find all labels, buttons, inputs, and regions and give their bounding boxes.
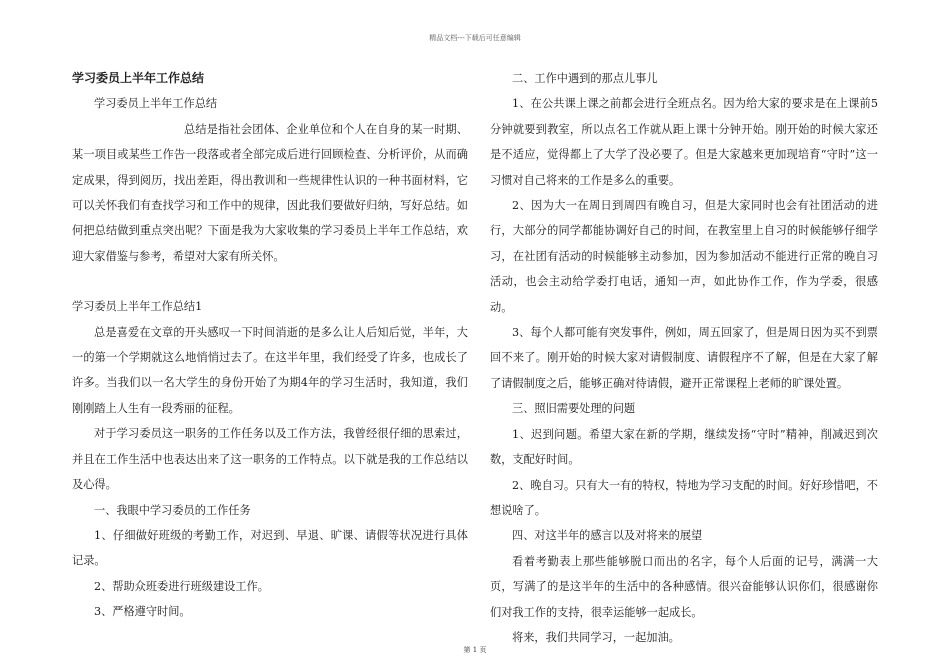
body-paragraph: 2、因为大一在周日到周四有晚自习，但是大家同时也会有社团活动的进行，大部分的同学都能协调好自己的时间，在教室里上自习的时候能够仔细学习，在社团有活动的时候能够主动参加，因为参加活动不能进行正常的晚自习活动，也会主动给学委打电话，通知一声，如此协作工作，作为学委，很感动。 <box>490 199 878 314</box>
list-item: 1、迟到问题。希望大家在新的学期，继续发扬“守时”精神，削减迟到次数，支配好时间。 <box>490 427 878 467</box>
page-header: 精品文档---下载后可任意编辑 <box>429 34 521 42</box>
body-paragraph: 对于学习委员这一职务的工作任务以及工作方法，我曾经很仔细的思索过，并且在工作生活中也表达出来了这一职务的工作特点。以下就是我的工作总结以及心得。 <box>72 427 468 492</box>
body-paragraph: 看着考勤表上那些能够脱口而出的名字，每个人后面的记号，满满一大页，写满了的是这半年的生活中的各种感情。很兴奋能够认识你们，很感谢你们对我工作的支持，很幸运能够一起成长。 <box>490 554 878 619</box>
body-paragraph: 1、在公共课上课之前都会进行全班点名。因为给大家的要求是在上课前5分钟就要到教室，所以点名工作就从距上课十分钟开始。刚开始的时候大家还是不适应，觉得都上了大学了没必要了。但是大家越来更加现培育“守时”这一习惯对自己将来的工作是多么的重要。 <box>490 97 878 187</box>
section-heading: 三、照旧需要处理的问题 <box>512 402 636 416</box>
document-title: 学习委员上半年工作总结 <box>72 71 205 85</box>
list-item: 3、严格遵守时间。 <box>94 605 191 619</box>
left-column <box>72 66 468 625</box>
right-column <box>490 66 878 650</box>
body-paragraph: 总是喜爱在文章的开头感叹一下时间消逝的是多么让人后知后觉，半年，大一的第一个学期就这么地悄悄过去了。在这半年里，我们经受了许多，也成长了许多。当我们以一名大学生的身份开始了为期4年的学习生活时，我知道，我们刚刚踏上人生有一段秀丽的征程。 <box>72 325 468 415</box>
body-paragraph: 将来，我们共同学习，一起加油。 <box>512 630 680 644</box>
body-paragraph: 3、每个人都可能有突发事件，例如，周五回家了，但是周日因为买不到票回不来了。刚开始的时候大家对请假制度、请假程序不了解，但是在大家了解了请假制度之后，能够正确对待请假，避开正常课程上老师的旷课处置。 <box>490 326 878 390</box>
intro-paragraph: 总结是指社会团体、企业单位和个人在自身的某一时期、某一项目或某些工作告一段落或者全部完成后进行回顾检查、分析评价，从而确定成果，得到阅历，找出差距，得出教训和一些规律性认识的一种书面材料，它可以关怀我们有查找学习和工作中的规律，因此我们要做好归纳，写好总结。如何把总结做到重点突出呢？下面是我为大家收集的学习委员上半年工作总结，欢迎大家借鉴与参考，希望对大家有所关怀。 <box>72 122 468 263</box>
section-heading: 一、我眼中学习委员的工作任务 <box>94 503 251 517</box>
page-number: 第 1 页 <box>463 646 487 654</box>
paragraph-gap <box>72 269 468 294</box>
section-title: 学习委员上半年工作总结1 <box>72 300 203 314</box>
section-heading: 四、对这半年的感言以及对将来的展望 <box>512 529 703 543</box>
list-item: 2、晚自习。只有大一有的特权，特地为学习支配的时间。好好珍惜吧，不想说啥了。 <box>490 478 878 517</box>
list-item: 1、仔细做好班级的考勤工作，对迟到、早退、旷课、请假等状况进行具体记录。 <box>72 528 468 568</box>
document-subtitle: 学习委员上半年工作总结 <box>94 97 218 111</box>
section-heading: 二、工作中遇到的那点儿事儿 <box>512 72 658 85</box>
list-item: 2、帮助众班委进行班级建设工作。 <box>94 579 269 593</box>
